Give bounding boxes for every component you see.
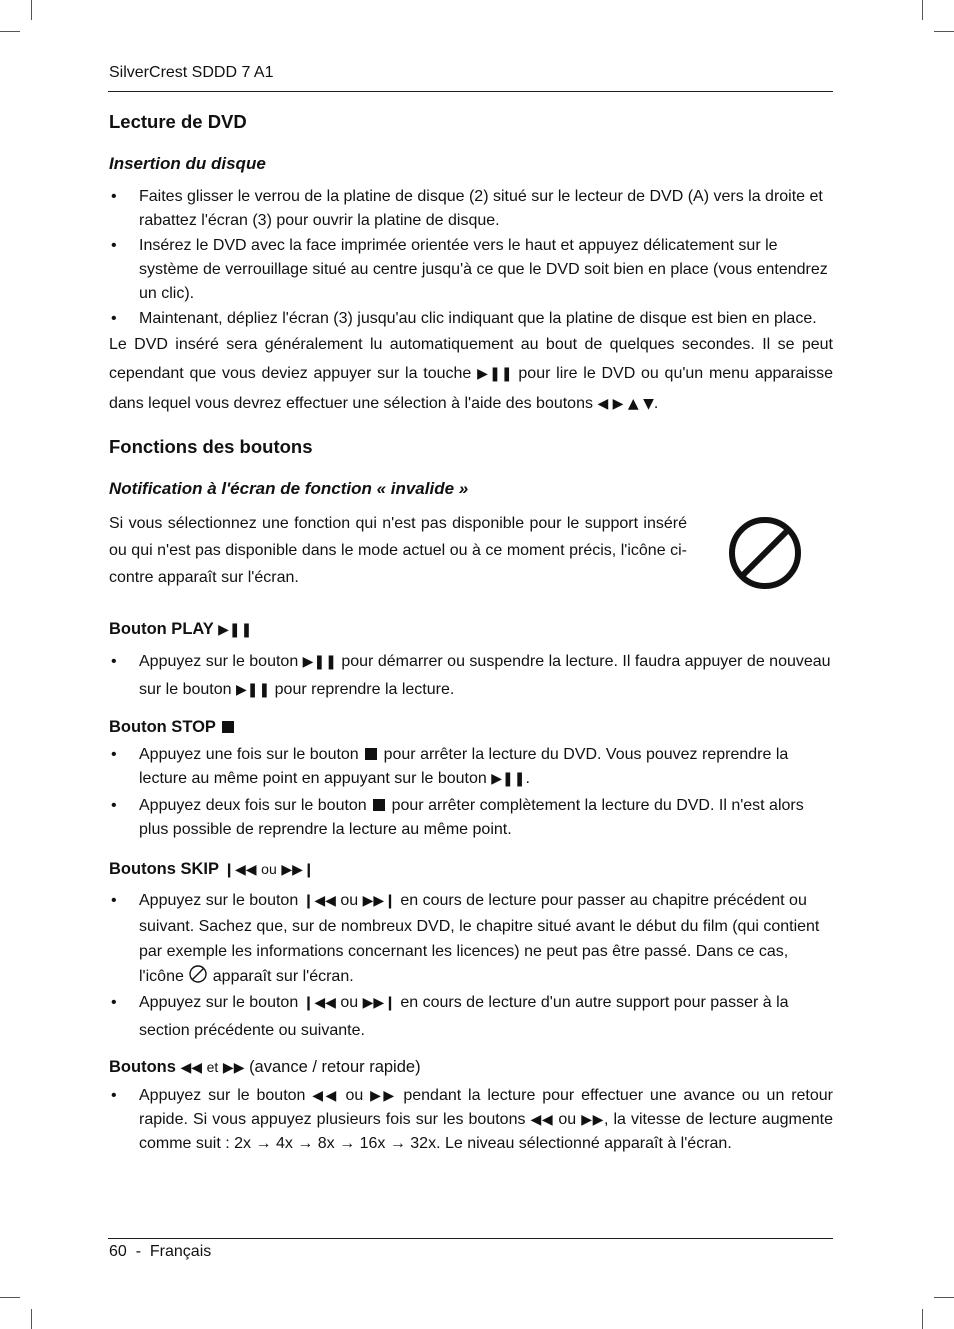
autoplay-paragraph: Le DVD inséré sera généralement lu automatiquement au bout de quelques secondes. Il se peut cependant que vous deviez appuyer sur la touche ▶❚❚ pour lire le DVD ou qu'un menu apparaisse dans lequel vous devrez effectuer une sélection à l'aide des boutons ◀ ▶ ▲ ▼. xyxy=(109,336,834,412)
list-item: • Appuyez sur le bouton ❙◀◀ ou ▶▶❙ en cours de lecture pour passer au chapitre précédent ou suivant. Sachez que, sur de nombreux DVD, le chapitre situé avant le début du film (qui contient par exemple les informations concernant les licences) ne peut pas être passé. Dans ce cas, l'icône apparaît sur l'écran. xyxy=(111,892,820,985)
skip-previous-icon: ❙◀◀ xyxy=(223,862,257,878)
fast-forward-icon: ▶▶ xyxy=(581,1112,604,1128)
ff-list xyxy=(109,1084,833,1156)
stop-list xyxy=(109,743,833,842)
rewind-icon: ◀◀ xyxy=(312,1088,339,1104)
crop-mark xyxy=(934,31,954,32)
skip-next-icon: ▶▶❙ xyxy=(362,893,396,909)
fast-forward-icon: ▶▶ xyxy=(222,1060,245,1076)
skip-next-icon: ▶▶❙ xyxy=(281,862,315,878)
skip-previous-icon: ❙◀◀ xyxy=(302,995,336,1011)
list-item: • Appuyez sur le bouton ▶❚❚ pour démarrer ou suspendre la lecture. Il faudra appuyer de nouveau sur le bouton ▶❚❚ pour reprendre la lecture. xyxy=(111,653,831,698)
page-header: SilverCrest SDDD 7 A1 xyxy=(109,64,274,81)
crop-mark xyxy=(31,0,32,20)
notification-text: Si vous sélectionnez une fonction qui n'est pas disponible pour le support inséré ou qui n'est pas disponible dans le mode actuel ou à ce moment précis, l'icône ci-contre apparaît sur l'écran. xyxy=(109,515,687,586)
page-content xyxy=(109,110,833,1156)
skip-heading: Boutons SKIP ❙◀◀ ou ▶▶❙ xyxy=(109,860,315,878)
list-item: • Appuyez sur le bouton ◀◀ ou ▶▶ pendant la lecture pour effectuer une avance ou un retour rapide. Si vous appuyez plusieurs fois sur les boutons ◀◀ ou ▶▶, la vitesse de lecture augmente comme suit : 2x → 4x → 8x → 16x → 32x. Le niveau sélectionné apparaît à l'écran. xyxy=(111,1087,833,1152)
play-heading: Bouton PLAY ▶❚❚ xyxy=(109,620,253,638)
list-item: • Insérez le DVD avec la face imprimée orientée vers le haut et appuyez délicatement sur le système de verrouillage situé au centre jusqu'à ce que le DVD soit bien en place (vous entendrez un clic). xyxy=(111,237,828,302)
list-item: • Maintenant, dépliez l'écran (3) jusqu'au clic indiquant que la platine de disque est bien en place. xyxy=(111,310,817,327)
rewind-icon: ◀◀ xyxy=(180,1060,203,1076)
crop-mark xyxy=(0,31,20,32)
fast-forward-icon: ▶▶ xyxy=(370,1088,397,1104)
arrow-icon: → xyxy=(297,1135,314,1152)
play-pause-icon: ▶❚❚ xyxy=(302,654,337,670)
section-heading-lecture: Lecture de DVD xyxy=(109,111,247,132)
section-heading-fonctions: Fonctions des boutons xyxy=(109,436,313,457)
ff-heading: Boutons ◀◀ et ▶▶ (avance / retour rapide) xyxy=(109,1058,421,1076)
no-entry-icon xyxy=(188,964,208,984)
list-item: • Appuyez sur le bouton ❙◀◀ ou ▶▶❙ en cours de lecture d'un autre support pour passer à la section précédente ou suivante. xyxy=(111,994,789,1039)
nav-arrows-icon: ◀ ▶ ▲ ▼ xyxy=(597,396,654,412)
crop-mark xyxy=(922,0,923,20)
arrow-icon: → xyxy=(339,1135,356,1152)
skip-list xyxy=(109,888,833,1044)
arrow-icon: → xyxy=(255,1135,272,1152)
play-pause-icon: ▶❚❚ xyxy=(218,622,253,638)
list-item: • Appuyez une fois sur le bouton pour arrêter la lecture du DVD. Vous pouvez reprendre la lecture au même point en appuyant sur le bouton ▶❚❚. xyxy=(111,746,789,787)
play-pause-icon: ▶❚❚ xyxy=(477,366,513,382)
insertion-list xyxy=(109,185,833,331)
skip-previous-icon: ❙◀◀ xyxy=(302,893,336,909)
list-item: • Faites glisser le verrou de la platine de disque (2) situé sur le lecteur de DVD (A) vers la droite et rabattez l'écran (3) pour ouvrir la platine de disque. xyxy=(111,188,823,229)
stop-icon xyxy=(365,748,377,760)
stop-icon xyxy=(222,721,234,733)
notification-block xyxy=(109,510,833,591)
footer-rule xyxy=(108,1238,833,1239)
header-rule xyxy=(108,91,833,92)
list-item: • Appuyez deux fois sur le bouton pour arrêter complètement la lecture du DVD. Il n'est alors plus possible de reprendre la lecture au même point. xyxy=(111,797,804,838)
play-list xyxy=(109,648,833,704)
subheading-insertion: Insertion du disque xyxy=(109,154,266,173)
no-entry-icon xyxy=(727,515,803,591)
crop-mark xyxy=(31,1309,32,1329)
crop-mark xyxy=(922,1309,923,1329)
play-pause-icon: ▶❚❚ xyxy=(491,771,526,787)
stop-heading: Bouton STOP xyxy=(109,715,833,739)
subheading-notification: Notification à l'écran de fonction « invalide » xyxy=(109,479,469,498)
arrow-icon: → xyxy=(389,1135,406,1152)
skip-next-icon: ▶▶❙ xyxy=(362,995,396,1011)
crop-mark xyxy=(0,1297,20,1298)
rewind-icon: ◀◀ xyxy=(530,1112,554,1128)
page-footer: 60 - Français xyxy=(109,1243,212,1260)
stop-icon xyxy=(373,799,385,811)
crop-mark xyxy=(934,1297,954,1298)
play-pause-icon: ▶❚❚ xyxy=(235,682,271,698)
